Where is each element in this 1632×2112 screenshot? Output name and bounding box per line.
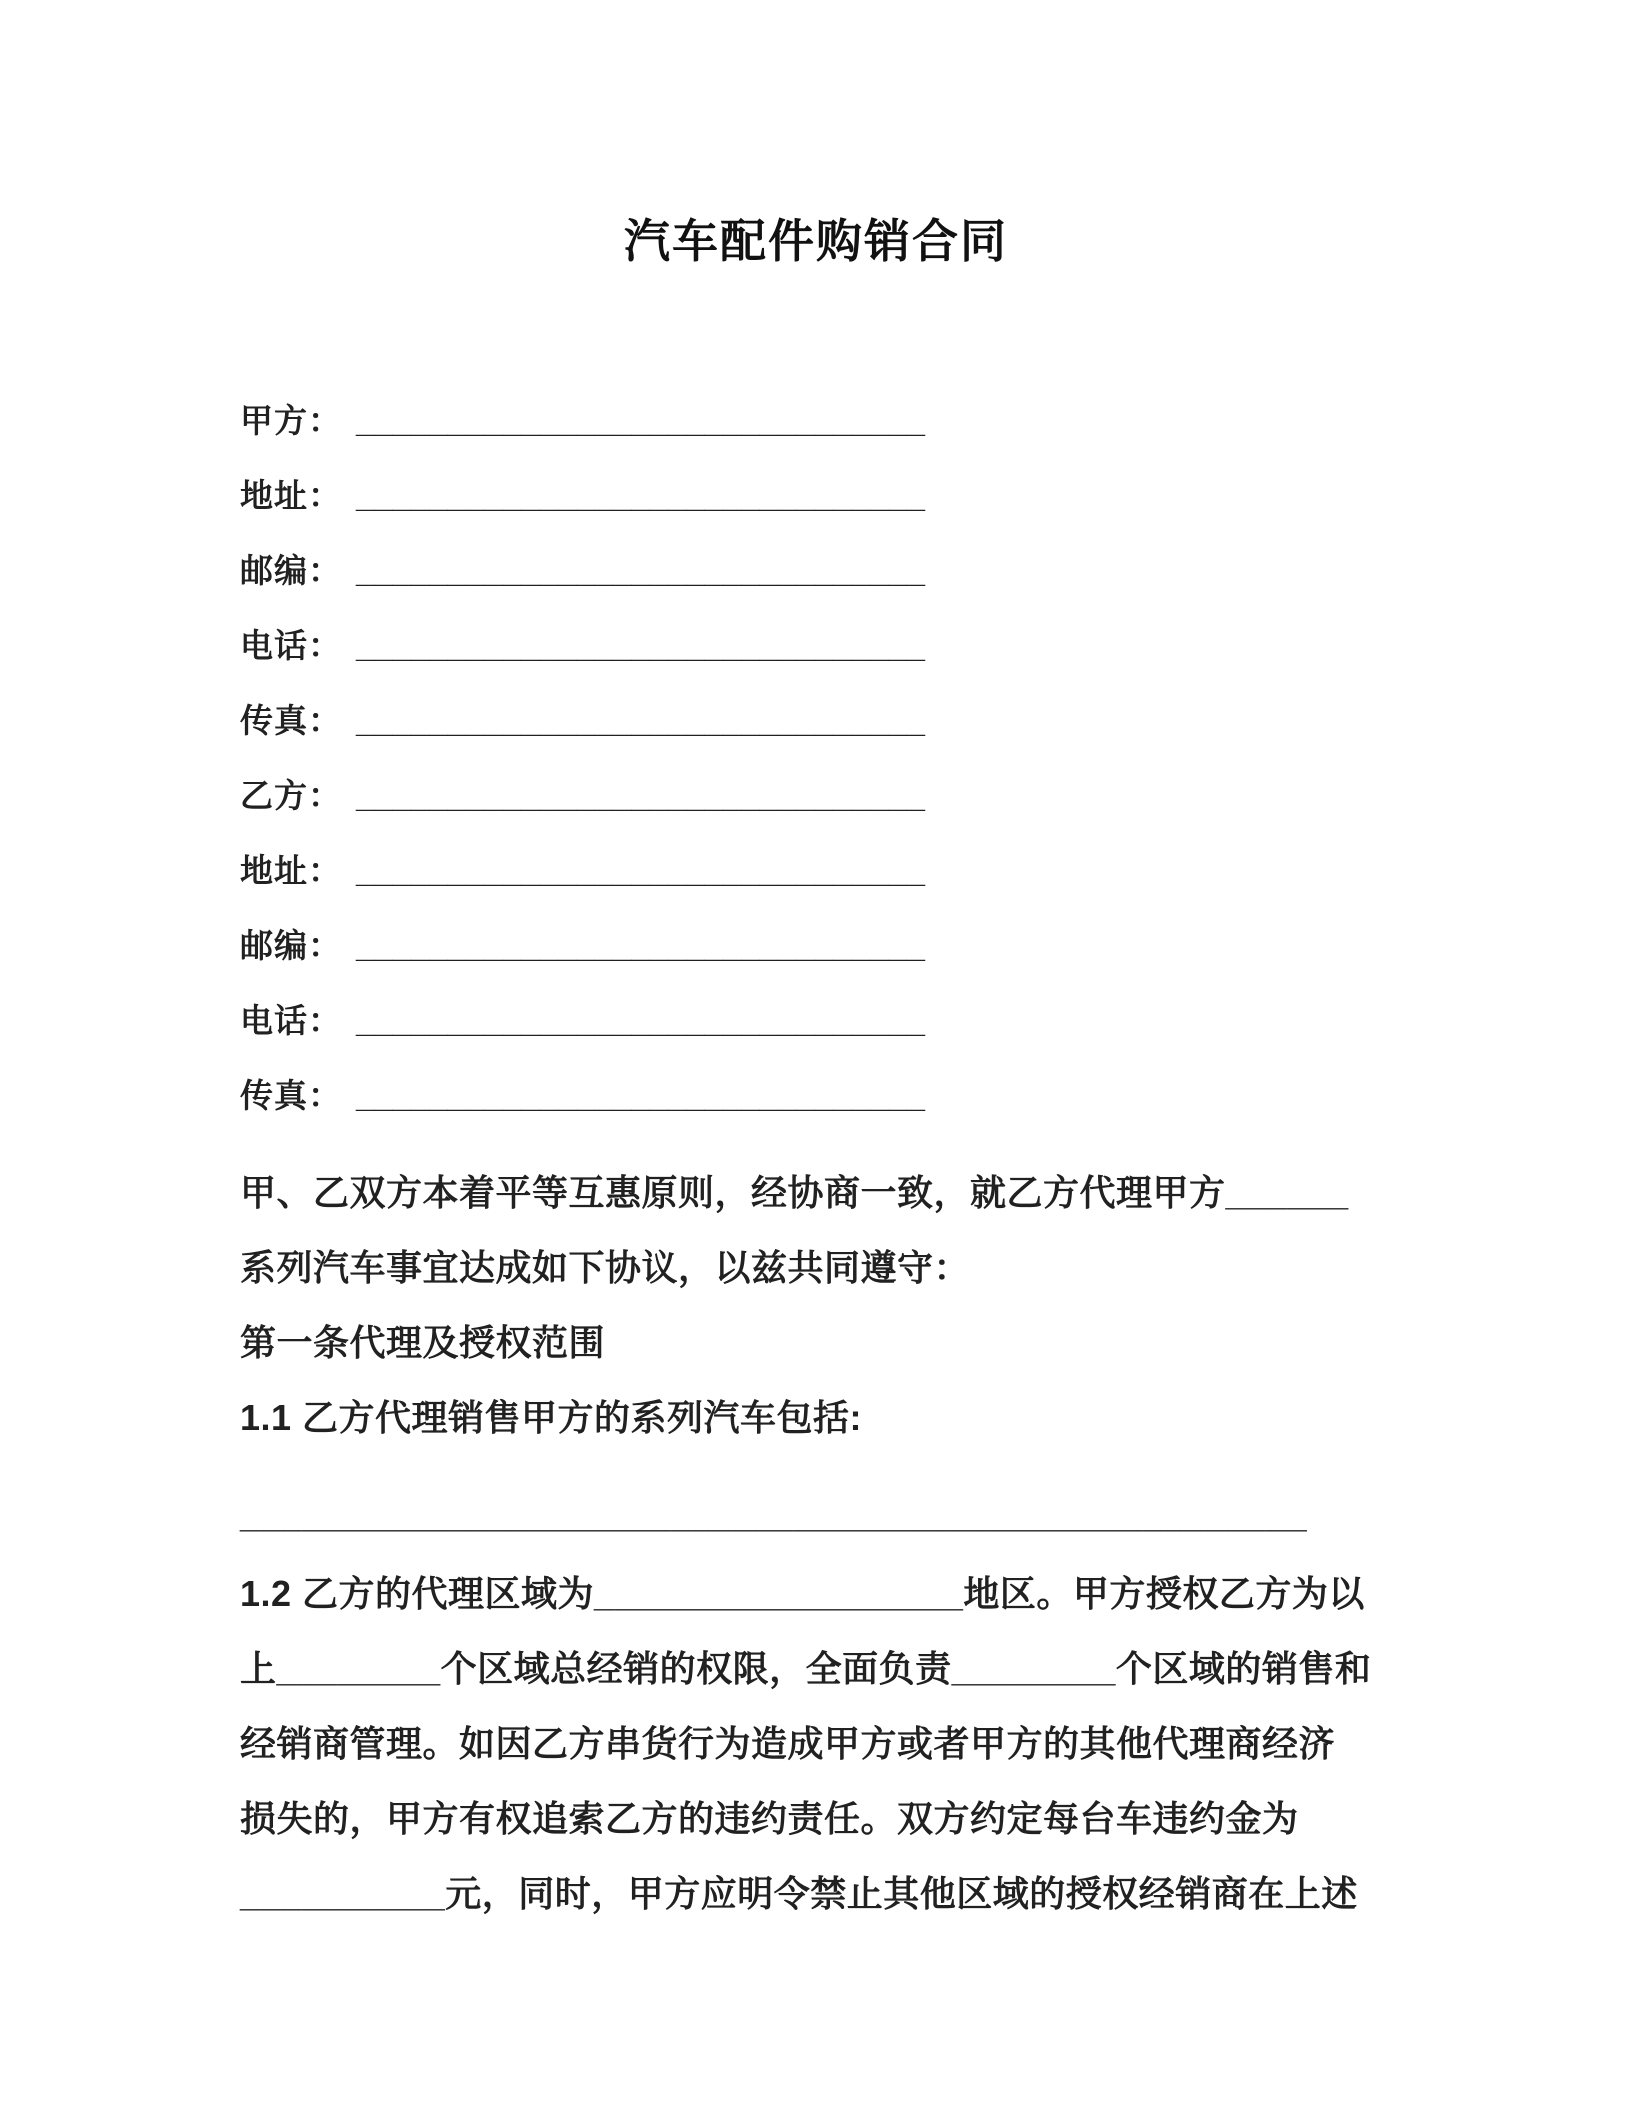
form-field-row — [240, 608, 1392, 683]
form-field-row — [240, 1058, 1392, 1133]
form-field-row — [240, 533, 1392, 608]
body-text-line: 1.1 乙方代理销售甲方的系列汽车包括: — [240, 1397, 863, 1438]
field-label: 邮编： — [240, 927, 342, 964]
form-field-row — [240, 833, 1392, 908]
body-text-line: 系列汽车事宜达成如下协议，以兹共同遵守： — [240, 1247, 971, 1288]
document-title: 汽车配件购销合同 — [624, 215, 1008, 267]
form-field-row — [240, 758, 1392, 833]
form-field-row — [240, 458, 1392, 533]
body-text-line: 经销商管理。如因乙方串货行为造成甲方或者甲方的其他代理商经济 — [240, 1723, 1336, 1764]
field-label: 电话： — [240, 1002, 342, 1039]
field-blank-line: _______________________________ — [356, 1077, 925, 1114]
form-field-row — [240, 383, 1392, 458]
field-blank-line: _______________________________ — [356, 552, 925, 589]
field-blank-line: _______________________________ — [356, 927, 925, 964]
form-field-row — [240, 908, 1392, 983]
field-blank-line: _______________________________ — [356, 702, 925, 739]
body-text-line: 上________个区域总经销的权限，全面负责________个区域的销售和 — [240, 1648, 1372, 1689]
contract-body-section — [240, 1155, 1392, 1931]
field-label: 地址： — [240, 852, 342, 889]
party-info-fields-section — [240, 383, 1392, 1133]
body-text-line: 损失的，甲方有权追索乙方的违约责任。双方约定每台车违约金为 — [240, 1798, 1299, 1839]
field-blank-line: _______________________________ — [356, 852, 925, 889]
field-label: 传真： — [240, 702, 342, 739]
field-label: 传真： — [240, 1077, 342, 1114]
field-label: 电话： — [240, 627, 342, 664]
field-label: 甲方： — [240, 402, 342, 439]
form-field-row — [240, 983, 1392, 1058]
field-label: 乙方： — [240, 777, 342, 814]
body-text-line: __________元，同时，甲方应明令禁止其他区域的授权经销商在上述 — [240, 1873, 1358, 1914]
body-text-line: ____________________________________________________ — [240, 1494, 1308, 1535]
body-text-line: 甲、乙双方本着平等互惠原则，经协商一致，就乙方代理甲方______ — [240, 1172, 1349, 1213]
field-blank-line: _______________________________ — [356, 627, 925, 664]
field-blank-line: _______________________________ — [356, 477, 925, 514]
body-text-line: 1.2 乙方的代理区域为__________________地区。甲方授权乙方为以 — [240, 1573, 1365, 1614]
section-heading: 第一条代理及授权范围 — [240, 1322, 606, 1363]
field-blank-line: _______________________________ — [356, 402, 925, 439]
field-blank-line: _______________________________ — [356, 1002, 925, 1039]
field-label: 邮编： — [240, 552, 342, 589]
field-label: 地址： — [240, 477, 342, 514]
form-field-row — [240, 683, 1392, 758]
field-blank-line: _______________________________ — [356, 777, 925, 814]
